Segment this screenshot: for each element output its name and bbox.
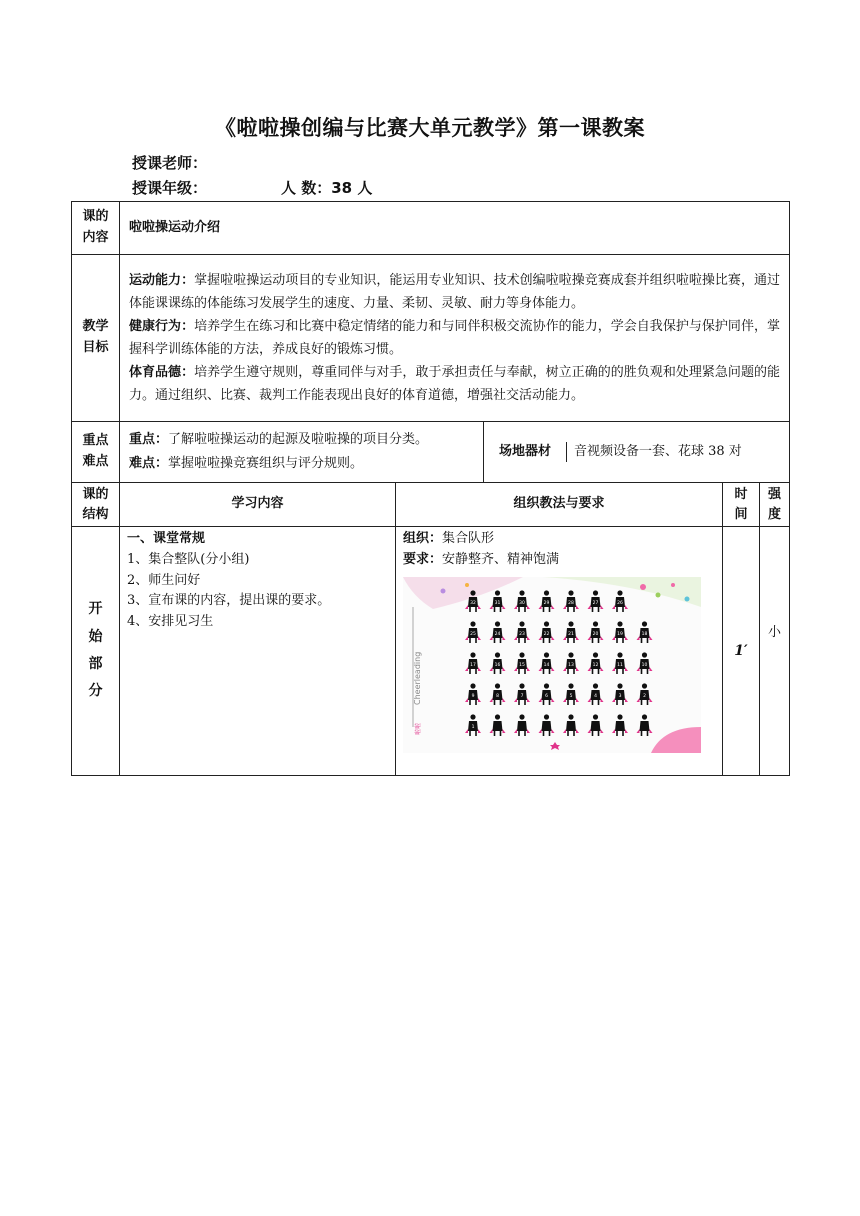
learning-item: 2、师生问好 [127,572,201,588]
figure-number: 12 [592,662,599,668]
page-title: 《啦啦操创编与比赛大单元教学》第一课教案 [215,116,645,140]
venue-value: 音视频设备一套、花球 38 对 [574,443,742,459]
figure-number: 29 [543,600,550,606]
figure-number: 28 [568,600,574,606]
goals-content [120,255,790,422]
formation-diagram [403,577,701,753]
learning-item: 4、安排见习生 [127,614,214,630]
method-content: 组织：集合队形 要求：安静整齐、精神饱满 Cheerleading 啦啦 32 31 30 29 28 27 26 25 24 23 22 21 20 19 18 17 16 15 14 13 12 11 10 9 8 7 6 5 4 3 2 1 [396,527,723,776]
figure-number: 7 [520,693,524,699]
key-points-label: 重点难点 [72,422,120,483]
figure-number: 23 [519,631,525,637]
grade-count-line [132,177,372,198]
start-label: 开始部分 [72,527,120,776]
goal-item: 运动能力：掌握啦啦操运动项目的专业知识，能运用专业知识、技术创编啦啦操竞赛成套并组织啦啦操比赛，通过体能课课练的体能练习发展学生的速度、力量、柔韧、灵敏、耐力等身体能力。 [129,272,780,311]
start-row [72,527,790,776]
figure-number: 26 [617,600,623,606]
grade-label: 授课年级： [132,179,208,197]
figure-number: 4 [594,693,597,699]
figure-number: 31 [494,600,501,606]
figure-number: 27 [592,600,599,606]
figure-number: 19 [617,631,623,637]
figure-number: 13 [568,662,574,668]
figure-number: 1 [471,724,475,730]
student-count: 人 数：38 人 [281,179,373,197]
figure-number: 8 [496,693,499,699]
figure-number: 2 [643,693,646,699]
structure-header: 课的结构 [72,483,120,527]
figure-number: 17 [470,662,476,668]
goals-row [72,255,790,422]
goals-label: 教学目标 [72,255,120,422]
header-row [72,483,790,527]
figure-number: 9 [471,693,475,699]
venue-label: 场地器材 [484,442,567,463]
figure-number: 20 [592,631,599,637]
figure-number: 16 [494,662,501,668]
learning-item: 1、集合整队(分小组) [127,551,250,567]
formation-side-small: 啦啦 [415,722,422,735]
figure-number: 22 [543,631,550,637]
figure-number: 18 [641,631,648,637]
figure-number: 30 [519,600,525,606]
figure-number: 15 [519,662,525,668]
goal-item: 健康行为：培养学生在练习和比赛中稳定情绪的能力和与同伴积极交流协作的能力，学会自我保护与保护同伴，掌握科学训练体能的方法，养成良好的锻炼习惯。 [129,318,780,357]
learning-item: 3、宣布课的内容，提出课的要求。 [127,593,331,609]
method-header: 组织教法与要求 [396,483,723,527]
content-value: 啦啦操运动介绍 [120,202,790,255]
venue-cell [484,422,790,483]
intensity-value: 小 [760,527,790,776]
time-value: 1′ [723,527,760,776]
figure-number: 10 [641,662,648,668]
figure-number: 3 [618,693,622,699]
content-label: 课的内容 [72,202,120,255]
time-header: 时间 [723,483,760,527]
figure-number: 25 [470,631,476,637]
learning-content [120,527,396,776]
key-points-row [72,422,790,483]
figure-number: 6 [545,693,548,699]
figure-number: 32 [470,600,476,606]
lesson-plan-table [71,201,790,776]
figure-number: 21 [568,631,574,637]
learning-title: 一、课堂常规 [127,531,206,546]
key-points-content: 重点：了解啦啦操运动的起源及啦啦操的项目分类。 难点：掌握啦啦操竞赛组织与评分规则。 [120,422,484,483]
teacher-label: 授课老师： [132,154,208,172]
figure-number: 11 [617,662,623,668]
figure-number: 5 [569,693,573,699]
goal-item: 体育品德：培养学生遵守规则，尊重同伴与对手，敢于承担责任与奉献，树立正确的的胜负观和处理紧急问题的能力。通过组织、比赛、裁判工作能表现出良好的体育道德，增强社交活动能力。 [129,365,780,404]
figure-number: 24 [494,631,501,637]
learning-header: 学习内容 [120,483,396,527]
formation-side-text: Cheerleading [413,651,422,705]
content-row [72,202,790,255]
figure-number: 14 [543,662,550,668]
intensity-header: 强度 [760,483,790,527]
